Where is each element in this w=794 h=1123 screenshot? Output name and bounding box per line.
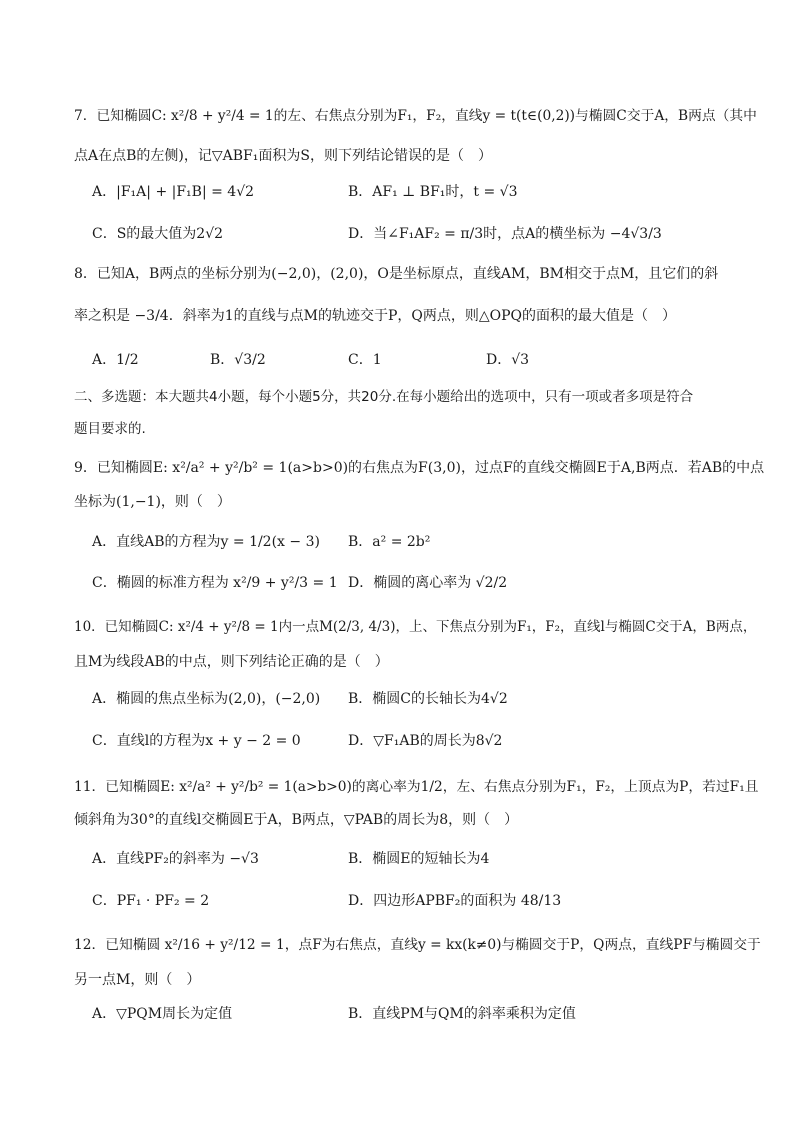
- q11-option-c: C．PF₁ · PF₂ = 2: [92, 893, 210, 909]
- q8-option-b: B．√3/2: [210, 352, 266, 368]
- q10-option-c: C．直线l的方程为x + y − 2 = 0: [92, 733, 301, 749]
- q12-option-b: B．直线PM与QM的斜率乘积为定值: [348, 1006, 576, 1022]
- q10-option-b: B．椭圆C的长轴长为4√2: [348, 691, 508, 707]
- q7-stem-line-2: 点A在点B的左侧)，记▽ABF₁面积为S，则下列结论错误的是（ ）: [74, 148, 492, 164]
- q8-option-c: C．1: [348, 352, 382, 368]
- q9-stem-line-1: 9．已知椭圆E: x²/a² + y²/b² = 1(a>b>0)的右焦点为F(3,0)，过点F的直线交椭圆E于A,B两点．若AB的中点: [74, 460, 765, 476]
- q9-option-d: D．椭圆的离心率为 √2/2: [348, 575, 508, 591]
- q10-stem-line-1: 10．已知椭圆C: x²/4 + y²/8 = 1内一点M(2/3, 4/3)，上、下焦点分别为F₁，F₂，直线l与椭圆C交于A，B两点，: [74, 619, 757, 635]
- q9-stem-line-2: 坐标为(1,−1)，则（ ）: [74, 494, 231, 510]
- section-2-heading-line-1: 二、多选题：本大题共4小题，每个小题5分，共20分.在每小题给出的选项中，只有一项或者多项是符合: [74, 389, 694, 405]
- q8-stem-line-2: 率之积是 −3/4．斜率为1的直线与点M的轨迹交于P，Q两点，则△OPQ的面积的最大值是（ ）: [74, 308, 676, 324]
- q7-option-b: B．AF₁ ⊥ BF₁时，t = √3: [348, 184, 518, 200]
- q9-option-c: C．椭圆的标准方程为 x²/9 + y²/3 = 1: [92, 575, 338, 591]
- section-2-heading-line-2: 题目要求的.: [74, 421, 146, 437]
- q11-option-a: A．直线PF₂的斜率为 −√3: [92, 851, 259, 867]
- q10-option-d: D．▽F₁AB的周长为8√2: [348, 733, 503, 749]
- q9-option-a: A．直线AB的方程为y = 1/2(x − 3): [92, 534, 320, 550]
- q11-stem-line-2: 倾斜角为30°的直线l交椭圆E于A，B两点，▽PAB的周长为8，则（ ）: [74, 812, 519, 828]
- q7-option-c: C．S的最大值为2√2: [92, 226, 224, 242]
- q12-stem-line-1: 12．已知椭圆 x²/16 + y²/12 = 1，点F为右焦点，直线y = kx(k≠0)与椭圆交于P，Q两点，直线PF与椭圆交于: [74, 937, 761, 953]
- q12-stem-line-2: 另一点M，则（ ）: [74, 972, 201, 988]
- q8-option-a: A．1/2: [92, 352, 139, 368]
- q12-option-a: A．▽PQM周长为定值: [92, 1006, 233, 1022]
- q9-option-b: B．a² = 2b²: [348, 534, 431, 550]
- q10-option-a: A．椭圆的焦点坐标为(2,0)，(−2,0): [92, 691, 321, 707]
- q8-option-d: D．√3: [486, 352, 530, 368]
- q11-option-b: B．椭圆E的短轴长为4: [348, 851, 490, 867]
- q11-option-d: D．四边形APBF₂的面积为 48/13: [348, 893, 562, 909]
- q8-stem-line-1: 8．已知A，B两点的坐标分别为(−2,0)，(2,0)，O是坐标原点，直线AM，BM相交于点M，且它们的斜: [74, 266, 719, 282]
- q7-option-a: A．|F₁A| + |F₁B| = 4√2: [92, 184, 255, 200]
- q10-stem-line-2: 且M为线段AB的中点，则下列结论正确的是（ ）: [74, 654, 389, 670]
- q7-stem-line-1: 7．已知椭圆C: x²/8 + y²/4 = 1的左、右焦点分别为F₁，F₂，直线y = t(t∈(0,2))与椭圆C交于A，B两点（其中: [74, 108, 757, 124]
- q7-option-d: D．当∠F₁AF₂ = π/3时，点A的横坐标为 −4√3/3: [348, 226, 662, 242]
- q11-stem-line-1: 11．已知椭圆E: x²/a² + y²/b² = 1(a>b>0)的离心率为1/2，左、右焦点分别为F₁，F₂，上顶点为P，若过F₁且: [74, 779, 759, 795]
